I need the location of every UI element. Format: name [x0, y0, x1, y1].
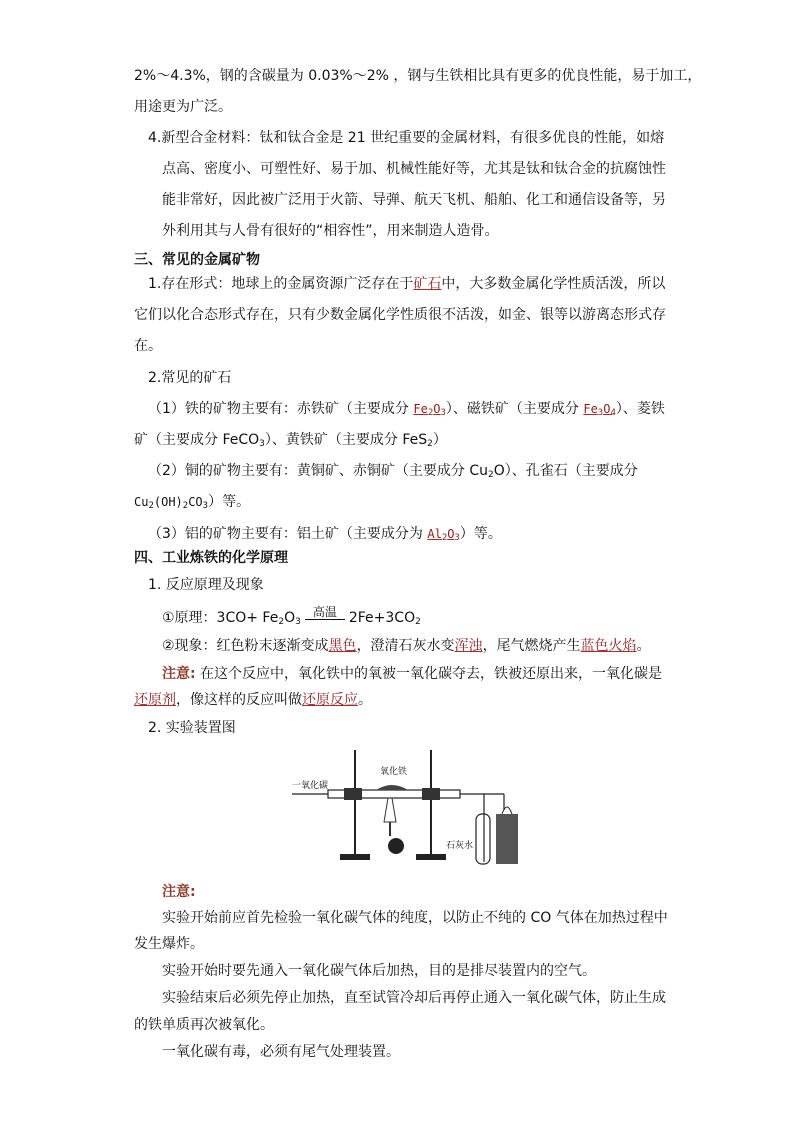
text-line: 发生爆炸。: [134, 936, 204, 952]
iron-oxide: [376, 785, 408, 790]
text-line: 实验结束后必须先停止加热，直至试管冷却后再停止通入一氧化碳气体，防止生成: [162, 990, 666, 1006]
text-line: 2.常见的矿石: [148, 370, 232, 386]
text-line: 它们以化合态形式存在，只有少数金属化学性质很不活泼，如金、银等以游离态形式存: [134, 307, 666, 323]
text-line: 实验开始前应首先检验一氧化碳气体的纯度，以防止不纯的 CO 气体在加热过程中: [162, 910, 668, 926]
note-label: 注意:: [162, 884, 196, 900]
stand-base-right: [416, 854, 446, 860]
answer-reducing-agent: 还原剂: [134, 692, 176, 708]
text-line: 注意: 在这个反应中，氧化铁中的氧被一氧化碳夺去，铁被还原出来，一氧化碳是: [162, 666, 663, 682]
text-line: 用途更为广泛。: [134, 99, 232, 115]
text-line: （3）铝的矿物主要有：铝土矿（主要成分为 $Al_2O_3$）等。: [148, 526, 502, 543]
answer-blue-flame: 蓝色火焰: [580, 638, 637, 654]
text-line: 在。: [134, 338, 162, 354]
text-line: 实验开始时要先通入一氧化碳气体后加热，目的是排尽装置内的空气。: [162, 963, 596, 979]
answer-turbid: 浑浊: [454, 638, 483, 654]
text-line: 2. 实验装置图: [148, 720, 236, 736]
section-heading: 三、常见的金属矿物: [134, 252, 260, 268]
equation-line: ①原理：$3CO+ Fe_2O_3$ 高温 $2Fe+3CO_2$: [162, 605, 421, 627]
note-label: 注意:: [162, 666, 196, 682]
label-limewater: 石灰水: [446, 841, 474, 851]
formula-fe2o3: $Fe_2O_3$: [413, 402, 446, 418]
text-line: （1）铁的矿物主要有：赤铁矿（主要成分 $Fe_2O_3$）、磁铁矿（主要成分 $Fe_3O_4$）、菱铁: [148, 401, 665, 418]
answer-reduction: 还原反应: [302, 692, 358, 708]
text-line: 一氧化碳有毒，必须有尾气处理装置。: [162, 1044, 400, 1060]
alcohol-lamp: [388, 838, 404, 854]
text-line: （2）铜的矿物主要有：黄铜矿、赤铜矿（主要成分 $Cu_2O$）、孔雀石（主要成分: [148, 463, 638, 480]
text-line: 矿（主要成分 FeCO$_3$）、黄铁矿（主要成分 FeS$_2$）: [134, 432, 447, 449]
text-line: 点高、密度小、可塑性好、易于加、机械性能好等，尤其是钛和钛合金的抗腐蚀性: [162, 161, 666, 177]
test-tube: [476, 814, 490, 864]
formula-al2o3: $Al_2O_3$: [427, 527, 460, 543]
text-line: 2%～4.3%，钢的含碳量为 0.03%～2% ，钢与生铁相比具有更多的优良性能，易于加工，: [134, 68, 702, 84]
text-line: 4.新型合金材料：钛和钛合金是 21 世纪重要的金属材料，有很多优良的性能，如熔: [148, 130, 665, 146]
text-line: 能非常好，因此被广泛用于火箭、导弹、航天飞机、船舶、化工和通信设备等，另: [162, 192, 666, 208]
label-iron-oxide: 氧化铁: [380, 767, 408, 777]
text-line: 1.存在形式：地球上的金属资源广泛存在于矿石中，大多数金属化学性质活泼，所以: [148, 276, 666, 292]
text-line: 1. 反应原理及现象: [148, 577, 264, 593]
stand-base-left: [340, 854, 370, 860]
text-line: 的铁单质再次被氧化。: [134, 1017, 274, 1033]
text-line: 外利用其与人骨有很好的“相容性”，用来制造人造骨。: [162, 223, 499, 239]
ore-highlight: 矿石: [413, 276, 442, 292]
label-co: 一氧化碳: [292, 781, 329, 791]
answer-black: 黑色: [328, 638, 357, 654]
text-line: 还原剂，像这样的反应叫做还原反应。: [134, 692, 372, 708]
formula-fe3o4: $Fe_3O_4$: [583, 402, 616, 418]
text-line: ②现象：红色粉末逐渐变成黑色，澄清石灰水变浑浊，尾气燃烧产生蓝色火焰。: [162, 638, 651, 654]
tail-gas-burner: [496, 814, 518, 864]
apparatus-diagram: [288, 744, 528, 876]
reaction-condition: 高温: [301, 606, 349, 620]
section-heading: 四、工业炼铁的化学原理: [134, 550, 288, 566]
text-line: $Cu_2(OH)_2CO_3$）等。: [134, 494, 251, 511]
